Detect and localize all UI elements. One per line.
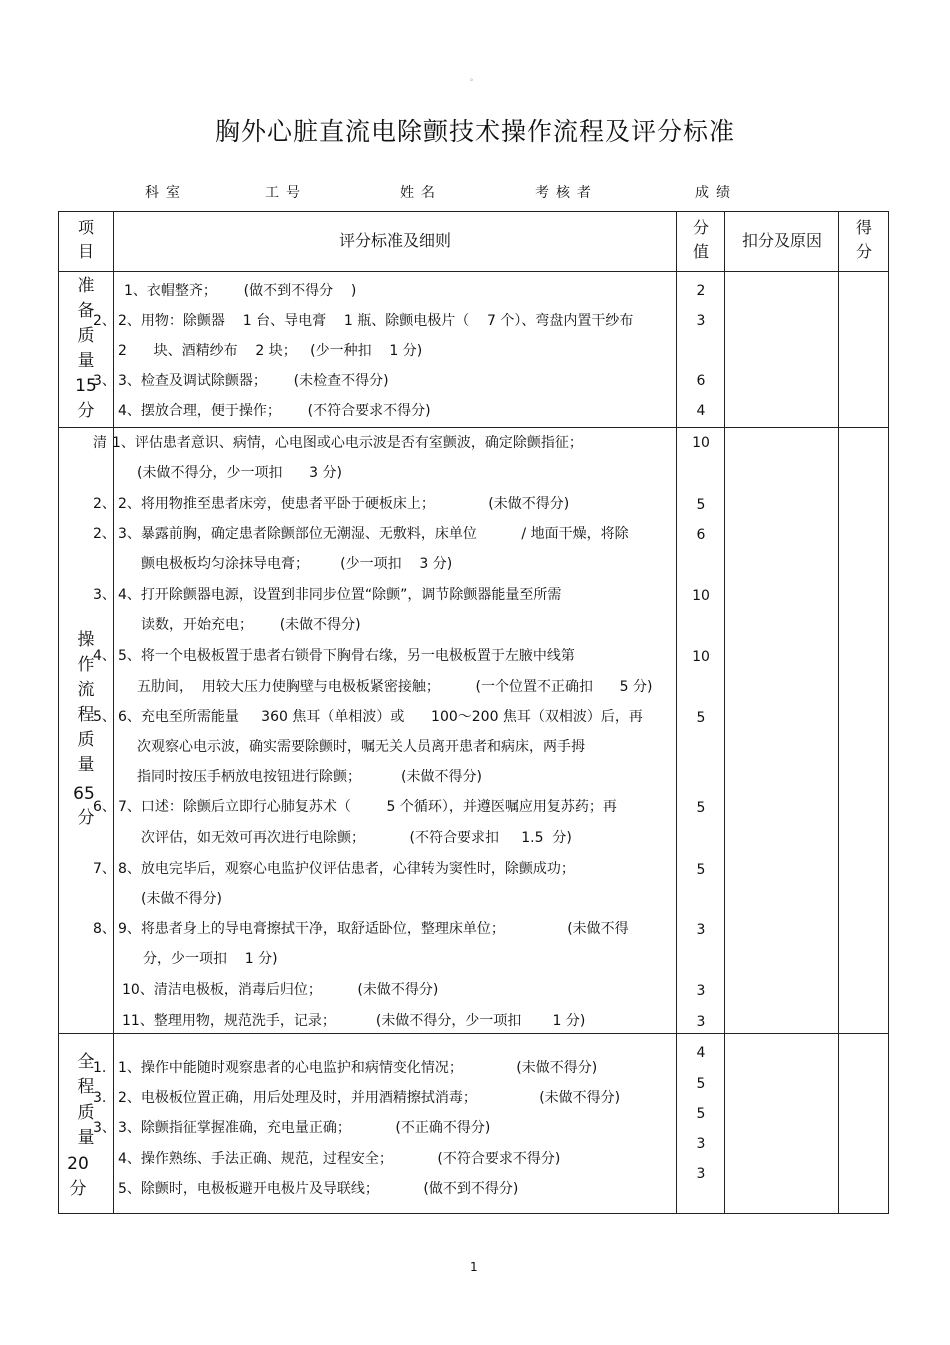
whole-score-4: 3 xyxy=(696,1136,706,1152)
ops-line-17: 9、将患者身上的导电膏擦拭干净，取舒适卧位，整理床单位； (未做不得 xyxy=(118,921,629,937)
whole-score-3: 5 xyxy=(696,1106,706,1122)
page-title: 胸外心脏直流电除颤技术操作流程及评分标准 xyxy=(214,117,735,146)
whole-stray-1: 1. xyxy=(93,1060,107,1076)
ops-line-12: 指同时按压手柄放电按钮进行除颤； (未做不得分) xyxy=(137,769,482,785)
ops-line-1: 1、评估患者意识、病情，心电图或心电示波是否有室颤波，确定除颤指征； xyxy=(112,435,583,451)
prep-score-4: 4 xyxy=(696,403,706,419)
prep-score-1: 2 xyxy=(696,283,706,299)
whole-line-3: 3、除颤指征掌握准确，充电量正确； (不正确不得分) xyxy=(118,1120,491,1136)
label-examiner: 考核者 xyxy=(535,185,598,201)
ops-line-16: (未做不得分) xyxy=(141,891,222,907)
header-deduction: 扣分及原因 xyxy=(741,231,822,250)
label-name: 姓名 xyxy=(400,185,442,201)
ops-label-1: 操 xyxy=(77,630,95,650)
prep-label-2: 备 xyxy=(77,301,95,321)
header-obtained-text: 得分 xyxy=(855,218,872,261)
ops-score-5: 10 xyxy=(692,649,710,665)
prep-line-2: 2、用物：除颤器 1 台、导电膏 1 瓶、除颤电极片（ 7 个）、弯盘内置干纱布 xyxy=(118,313,634,329)
prep-label-4: 量 xyxy=(77,351,95,371)
ops-line-15: 8、放电完毕后，观察心电监护仪评估患者，心律转为窦性时，除颤成功； xyxy=(118,861,575,877)
whole-label-3: 质 xyxy=(77,1103,95,1123)
ops-label-7: 65 xyxy=(73,784,95,804)
ops-line-19: 10、清洁电极板，消毒后归位； (未做不得分) xyxy=(122,982,439,998)
ops-score-9: 3 xyxy=(696,922,706,938)
prep-label-1: 准 xyxy=(77,276,95,296)
prep-line-5: 4、摆放合理，便于操作； (不符合要求不得分) xyxy=(118,403,431,419)
ops-stray-8: 7、 xyxy=(93,861,116,877)
whole-score-2: 5 xyxy=(696,1076,706,1092)
ops-label-5: 质 xyxy=(77,730,95,750)
label-department: 科室 xyxy=(145,185,187,201)
header-divider xyxy=(58,271,889,272)
whole-score-5: 3 xyxy=(696,1166,706,1182)
ops-score-3: 6 xyxy=(696,527,706,543)
whole-score-1: 4 xyxy=(696,1045,706,1061)
ops-line-18: 分，少一项扣 1 分) xyxy=(143,951,278,967)
header-points-text: 分值 xyxy=(692,218,709,261)
ops-line-20: 11、整理用物，规范洗手，记录； (未做不得分，少一项扣 1 分) xyxy=(122,1013,586,1029)
prep-stray-1: 2、 xyxy=(93,313,116,329)
header-item xyxy=(62,216,110,264)
ops-stray-3: 2、 xyxy=(93,526,116,542)
ops-score-10: 3 xyxy=(696,983,706,999)
ops-label-2: 作 xyxy=(77,655,95,675)
ops-label-3: 流 xyxy=(77,680,95,700)
ops-label-8: 分 xyxy=(77,808,95,828)
whole-line-1: 1、操作中能随时观察患者的心电监护和病情变化情况； (未做不得分) xyxy=(118,1060,598,1076)
prep-line-3: 2 块、酒精纱布 2 块； (少一种扣 1 分) xyxy=(118,343,423,359)
table-border-right xyxy=(888,211,889,1214)
whole-label-5: 20 xyxy=(67,1154,89,1174)
prep-stray-2: 3、 xyxy=(93,373,116,389)
ops-score-6: 5 xyxy=(696,710,706,726)
ops-line-14: 次评估，如无效可再次进行电除颤； (不符合要求扣 1.5 分) xyxy=(141,830,572,846)
ops-stray-7: 6、 xyxy=(93,799,116,815)
ops-line-6: 4、打开除颤器电源，设置到非同步位置“除颤”，调节除颤器能量至所需 xyxy=(118,587,562,603)
ops-line-3: 2、将用物推至患者床旁，使患者平卧于硬板床上； (未做不得分) xyxy=(118,496,570,512)
prep-line-1: 1、衣帽整齐； (做不到不得分 ) xyxy=(124,283,357,299)
whole-label-4: 量 xyxy=(77,1128,95,1148)
table-border-left xyxy=(58,211,59,1214)
label-employee-id: 工号 xyxy=(265,185,307,201)
prep-line-4: 3、检查及调试除颤器； (未检查不得分) xyxy=(118,373,389,389)
ops-stray-2: 2、 xyxy=(93,496,116,512)
header-points xyxy=(678,216,724,264)
ops-score-1: 10 xyxy=(692,435,710,451)
ops-score-11: 3 xyxy=(696,1014,706,1030)
prep-score-2: 3 xyxy=(696,313,706,329)
ops-line-8: 5、将一个电极板置于患者右锁骨下胸骨右缘，另一电极板置于左腋中线第 xyxy=(118,648,575,664)
top-dot: 。 xyxy=(470,73,478,82)
ops-stray-5: 4、 xyxy=(93,648,116,664)
whole-line-2: 2、电极板位置正确，用后处理及时，并用酒精擦拭消毒； (未做不得分) xyxy=(118,1090,621,1106)
ops-stray-1: 清 xyxy=(93,435,107,451)
prep-label-5: 15 xyxy=(75,376,97,396)
whole-label-6: 分 xyxy=(69,1179,87,1199)
ops-line-4: 3、暴露前胸，确定患者除颤部位无潮湿、无敷料，床单位 / 地面干燥，将除 xyxy=(118,526,629,542)
ops-score-8: 5 xyxy=(696,862,706,878)
ops-line-7: 读数，开始充电； (未做不得分) xyxy=(141,617,361,633)
col-divider-4 xyxy=(838,211,839,1214)
prep-score-3: 6 xyxy=(696,373,706,389)
ops-stray-9: 8、 xyxy=(93,921,116,937)
header-obtained xyxy=(840,216,888,264)
section-divider-prep xyxy=(58,427,889,428)
page-number: 1 xyxy=(470,1260,478,1274)
ops-label-6: 量 xyxy=(77,755,95,775)
whole-line-5: 5、除颤时，电极板避开电极片及导联线； (做不到不得分) xyxy=(118,1181,519,1197)
ops-score-7: 5 xyxy=(696,800,706,816)
ops-line-9: 五肋间， 用较大压力使胸壁与电极板紧密接触； (一个位置不正确扣 5 分) xyxy=(137,679,653,695)
header-criteria: 评分标准及细则 xyxy=(338,231,451,250)
ops-stray-6: 5、 xyxy=(93,709,116,725)
whole-line-4: 4、操作熟练、手法正确、规范，过程安全； (不符合要求不得分) xyxy=(118,1151,561,1167)
whole-stray-3: 3、 xyxy=(93,1120,116,1136)
ops-score-4: 10 xyxy=(692,588,710,604)
ops-score-2: 5 xyxy=(696,497,706,513)
ops-line-5: 颤电极板均匀涂抹导电膏； (少一项扣 3 分) xyxy=(141,556,453,572)
ops-line-13: 7、口述：除颤后立即行心肺复苏术（ 5 个循环），并遵医嘱应用复苏药；再 xyxy=(118,799,617,815)
table-border-bottom xyxy=(58,1213,889,1214)
table-border-top xyxy=(58,211,889,212)
section-divider-ops xyxy=(58,1033,889,1034)
ops-line-2: (未做不得分，少一项扣 3 分) xyxy=(137,465,342,481)
prep-label-3: 质 xyxy=(77,326,95,346)
ops-line-11: 次观察心电示波，确实需要除颤时，嘱无关人员离开患者和病床，两手拇 xyxy=(137,739,585,755)
whole-stray-2: 3. xyxy=(93,1090,107,1106)
ops-line-10: 6、充电至所需能量 360 焦耳（单相波）或 100～200 焦耳（双相波）后，再 xyxy=(118,709,643,725)
prep-label-6: 分 xyxy=(77,401,95,421)
ops-stray-4: 3、 xyxy=(93,587,116,603)
ops-label-4: 程 xyxy=(77,705,95,725)
whole-label-2: 程 xyxy=(77,1077,95,1097)
header-item-text: 项目 xyxy=(77,218,94,261)
whole-label-1: 全 xyxy=(77,1052,95,1072)
label-score: 成绩 xyxy=(695,185,737,201)
